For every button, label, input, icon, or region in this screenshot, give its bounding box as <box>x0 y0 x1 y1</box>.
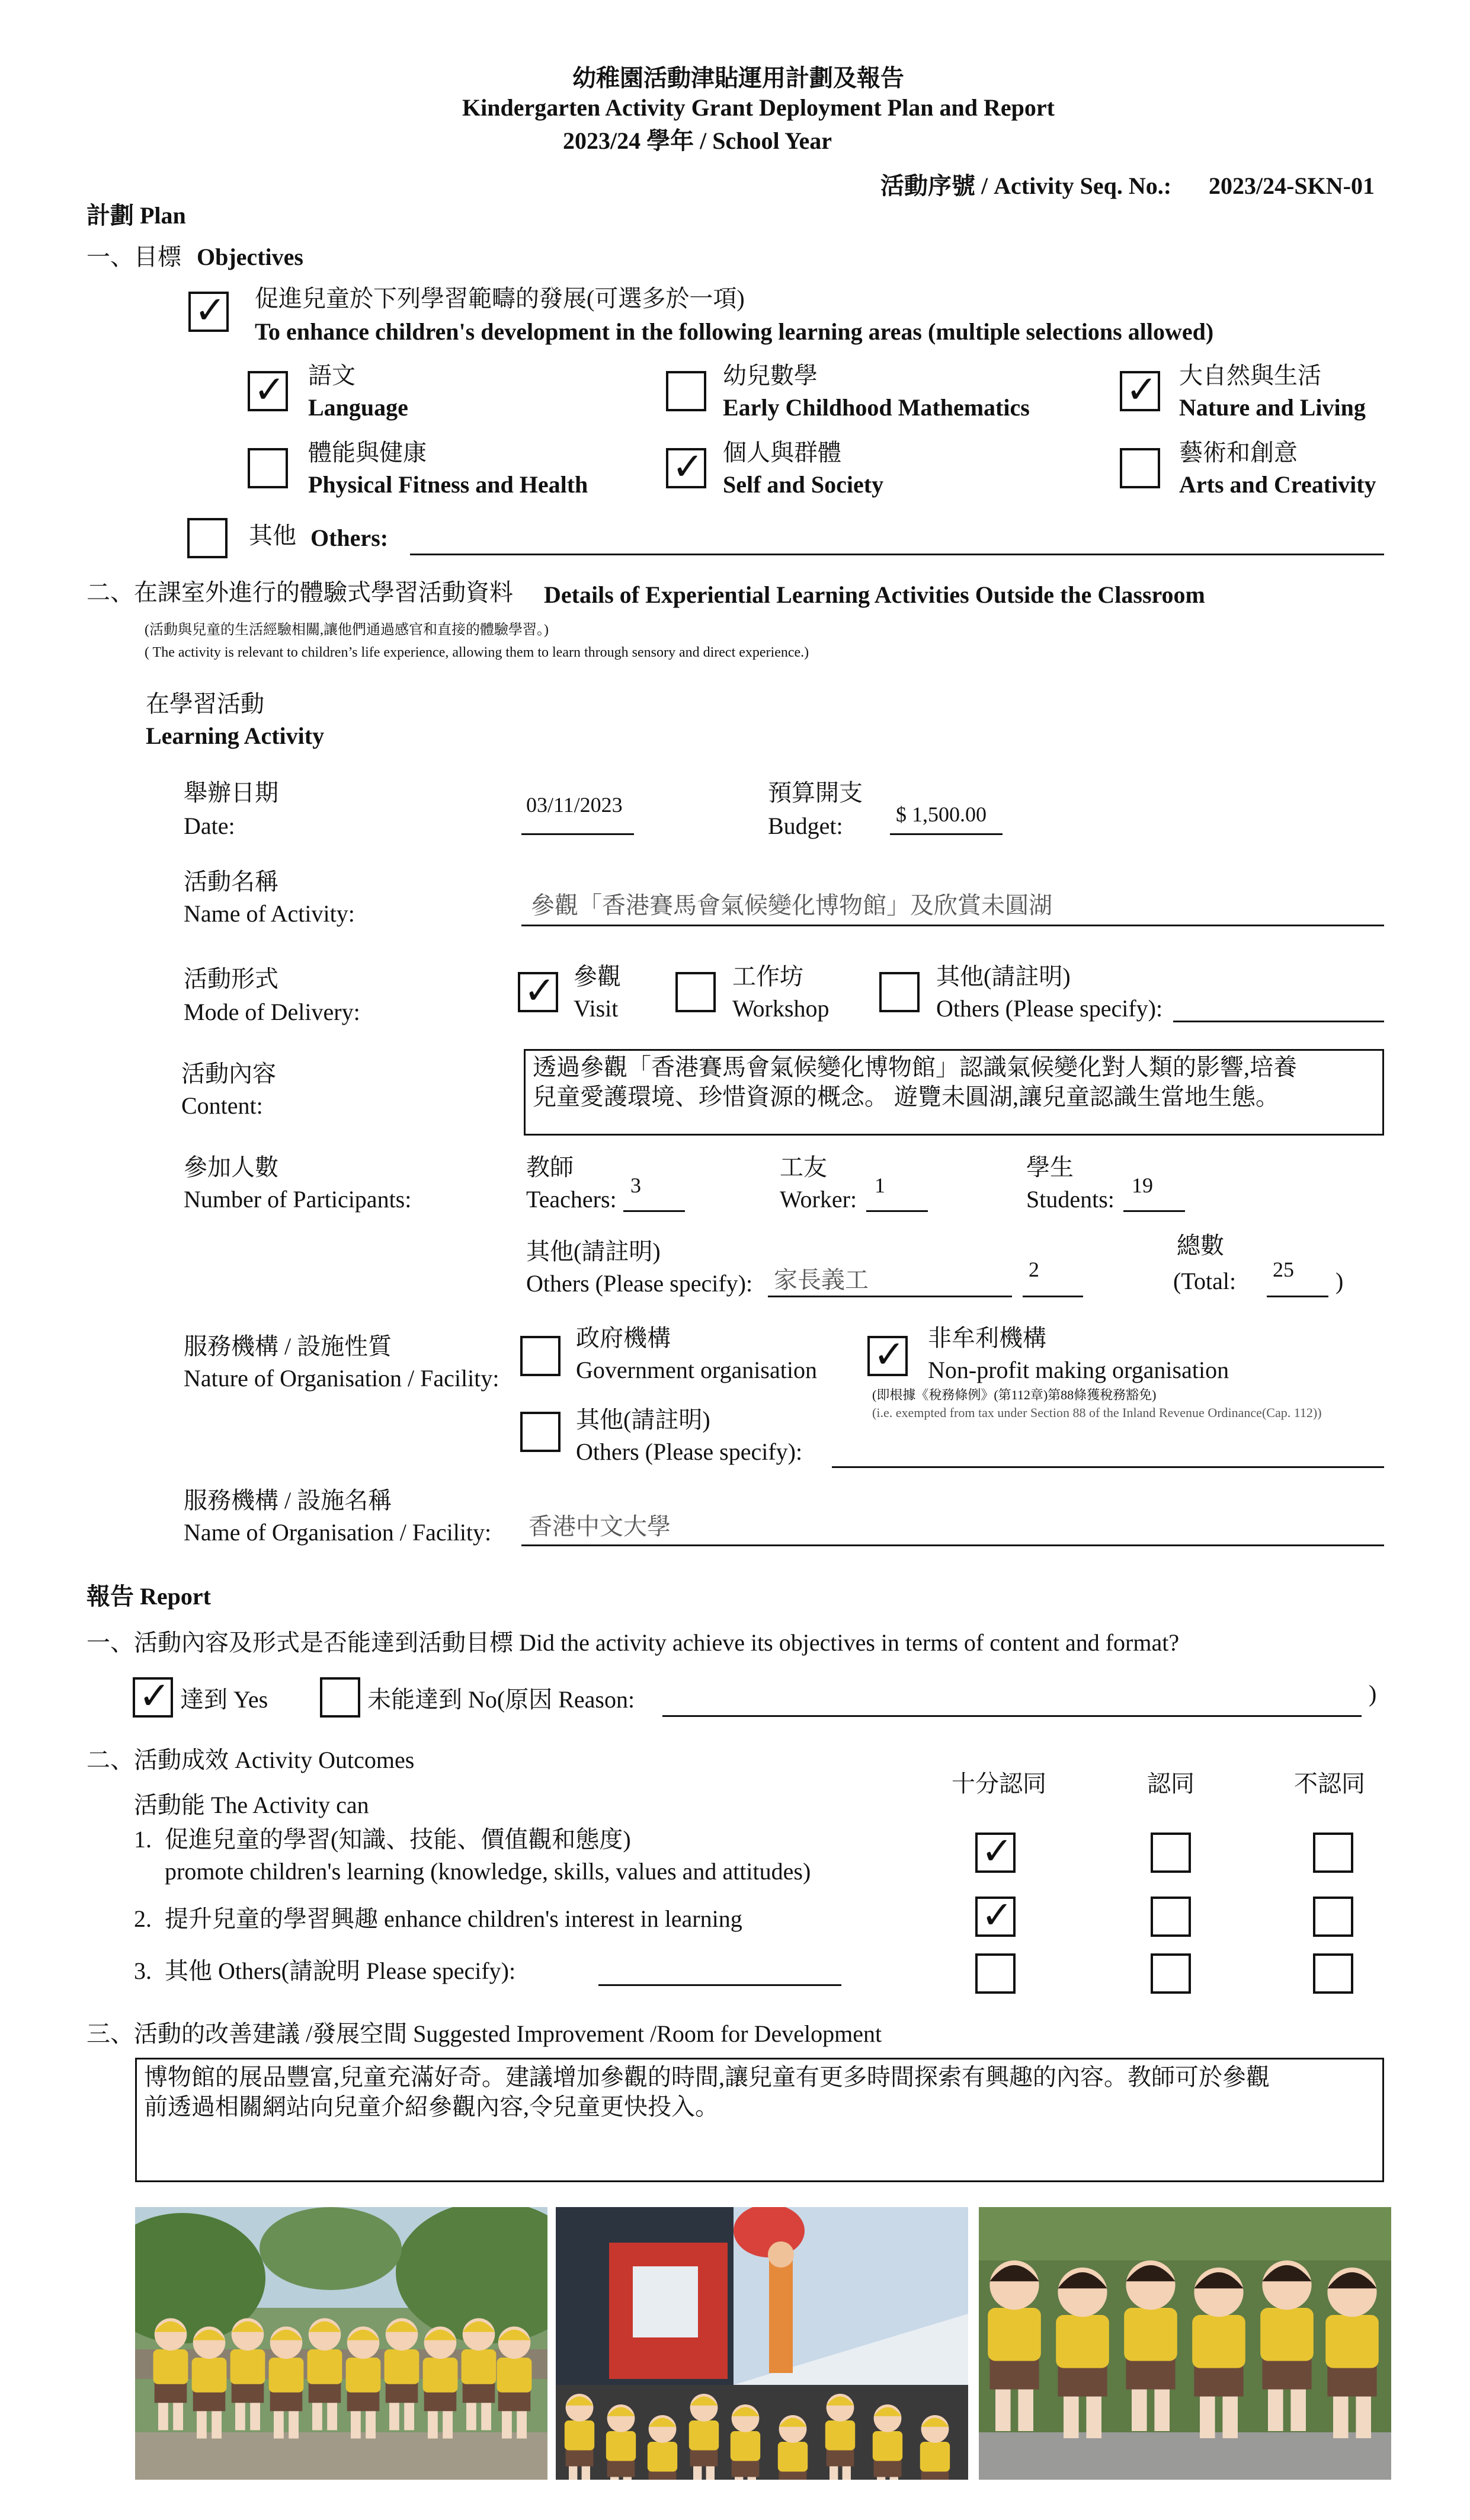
improvement-heading: 三、活動的改善建議 /發展空間 Suggested Improvement /Room for Development <box>87 2020 882 2047</box>
report-heading: 報告 Report <box>87 1583 211 1610</box>
activity-name-label-en: Name of Activity: <box>184 900 355 927</box>
photo-museum-visit <box>556 2207 968 2480</box>
npo-note-en: (i.e. exempted from tax under Section 88 of the Inland Revenue Ordinance(Cap. 112)) <box>872 1405 1322 1420</box>
area-society-checkbox[interactable] <box>666 445 706 489</box>
others-participants-label-en: Others (Please specify): <box>526 1270 753 1297</box>
details-note-zh: (活動與兒童的生活經驗相關,讓他們通過感官和直接的體驗學習。) <box>145 622 549 638</box>
date-label-zh: 舉辦日期 <box>184 779 278 806</box>
photo-children-outdoor <box>135 2207 547 2480</box>
mode-others-checkbox[interactable] <box>879 972 920 1012</box>
area-fitness-checkbox[interactable] <box>248 448 288 488</box>
improvement-line-1: 博物館的展品豐富,兒童充滿好奇。建議增加參觀的時間,讓兒童有更多時間探索有興趣的內容。教師可於參觀 <box>144 2064 1270 2090</box>
area-nature-checkbox[interactable] <box>1120 368 1160 412</box>
others-participants-value[interactable]: 家長義工 <box>774 1267 869 1293</box>
teachers-value[interactable]: 3 <box>630 1173 641 1197</box>
mode-label-zh: 活動形式 <box>184 965 278 992</box>
teachers-underline <box>623 1210 685 1212</box>
nature-others-en: Others (Please specify): <box>576 1438 803 1465</box>
others-participants-count[interactable]: 2 <box>1029 1258 1039 1281</box>
budget-label-zh: 預算開支 <box>768 779 863 806</box>
nature-others-checkbox[interactable] <box>520 1412 561 1452</box>
area-society-zh: 個人與群體 <box>723 439 841 466</box>
outcome-1-agree-checkbox[interactable] <box>1151 1833 1191 1873</box>
outcome-1-zh: 促進兒童的學習(知識、技能、價值觀和態度) <box>165 1826 631 1853</box>
reason-line[interactable] <box>662 1715 1362 1717</box>
outcome-1-en: promote children's learning (knowledge, skills, values and attitudes) <box>165 1858 811 1885</box>
col-strongly-agree: 十分認同 <box>952 1770 1046 1797</box>
students-underline <box>1123 1210 1185 1212</box>
total-close-paren: ) <box>1336 1268 1344 1294</box>
details-note-en: ( The activity is relevant to children’s life experience, allowing them to learn through sensory and direct experience.) <box>145 645 809 660</box>
achieved-yes-checkbox[interactable] <box>133 1674 173 1718</box>
date-label-en: Date: <box>184 813 235 839</box>
content-line-1: 透過參觀「香港賽馬會氣候變化博物館」認識氣候變化對人類的影響,培養 <box>533 1054 1297 1080</box>
checkmark-icon: ✓ <box>981 1830 1013 1873</box>
participants-label-en: Number of Participants: <box>184 1186 412 1213</box>
worker-label-en: Worker: <box>780 1186 857 1213</box>
activity-can-label: 活動能 The Activity can <box>134 1792 369 1818</box>
outcome-3-agree-checkbox[interactable] <box>1151 1953 1191 1994</box>
activity-seq-label: 活動序號 / Activity Seq. No.: <box>880 172 1172 199</box>
mode-workshop-zh: 工作坊 <box>732 963 803 990</box>
objective-others-checkbox[interactable] <box>187 518 228 558</box>
photo-children-seated <box>979 2207 1391 2480</box>
reason-close-paren: ) <box>1369 1680 1377 1707</box>
nature-label-en: Nature of Organisation / Facility: <box>184 1365 499 1392</box>
outcome-3-num: 3. <box>134 1958 152 1984</box>
mode-visit-checkbox[interactable] <box>518 969 558 1013</box>
date-underline <box>521 833 634 835</box>
npo-checkbox[interactable] <box>867 1333 908 1377</box>
area-math-en: Early Childhood Mathematics <box>723 394 1030 421</box>
checkmark-icon: ✓ <box>981 1894 1013 1937</box>
worker-label-zh: 工友 <box>780 1154 827 1181</box>
outcome-2-agree-checkbox[interactable] <box>1151 1897 1191 1937</box>
nature-others-zh: 其他(請註明) <box>576 1406 710 1433</box>
mode-visit-zh: 參觀 <box>574 963 621 990</box>
mode-label-en: Mode of Delivery: <box>184 999 360 1025</box>
teachers-label-en: Teachers: <box>526 1186 617 1213</box>
outcome-3-text: 其他 Others(請說明 Please specify): <box>165 1958 516 1984</box>
org-name-label-en: Name of Organisation / Facility: <box>184 1519 492 1546</box>
mode-workshop-en: Workshop <box>732 995 830 1022</box>
area-language-zh: 語文 <box>308 362 356 389</box>
budget-label-en: Budget: <box>768 813 843 839</box>
improvement-box[interactable] <box>135 2058 1384 2182</box>
plan-heading: 計劃 Plan <box>87 202 186 229</box>
checkmark-icon: ✓ <box>194 289 226 332</box>
activity-name-value[interactable]: 參觀「香港賽馬會氣候變化博物館」及欣賞未圓湖 <box>531 892 1052 919</box>
content-label-en: Content: <box>181 1092 263 1119</box>
participants-label-zh: 參加人數 <box>184 1154 278 1181</box>
form-title-zh: 幼稚園活動津貼運用計劃及報告 <box>572 65 904 92</box>
objective-achieved-question: 一、活動內容及形式是否能達到活動目標 Did the activity achieve its objectives in terms of content and format? <box>87 1629 1180 1656</box>
achieved-no-label: 未能達到 No(原因 Reason: <box>367 1686 635 1713</box>
achieved-no-checkbox[interactable] <box>320 1677 360 1718</box>
content-line-2: 兒童愛護環境、珍惜資源的概念。 遊覽未圓湖,讓兒童認識生當地生態。 <box>533 1083 1279 1110</box>
checkmark-icon: ✓ <box>139 1674 171 1718</box>
checkmark-icon: ✓ <box>254 368 286 412</box>
content-box[interactable] <box>524 1049 1384 1136</box>
enhance-checkbox[interactable] <box>188 289 229 332</box>
budget-value[interactable]: $ 1,500.00 <box>896 802 987 826</box>
learning-activity-en: Learning Activity <box>146 722 325 749</box>
teachers-label-zh: 教師 <box>526 1154 574 1181</box>
npo-zh: 非牟利機構 <box>928 1325 1046 1351</box>
area-math-checkbox[interactable] <box>666 371 706 411</box>
col-disagree: 不認同 <box>1294 1770 1365 1797</box>
worker-value[interactable]: 1 <box>875 1173 885 1197</box>
objectives-heading-en: Objectives <box>197 244 303 270</box>
checkmark-icon: ✓ <box>672 445 704 489</box>
org-name-value[interactable]: 香港中文大學 <box>529 1513 671 1540</box>
form-title-en: Kindergarten Activity Grant Deployment Plan and Report <box>462 94 1055 121</box>
mode-others-zh: 其他(請註明) <box>936 963 1071 990</box>
improvement-line-2: 前透過相關網站向兒童介紹參觀內容,令兒童更快投入。 <box>144 2093 719 2120</box>
area-math-zh: 幼兒數學 <box>723 362 818 389</box>
mode-others-line[interactable] <box>1173 1021 1384 1022</box>
gov-org-checkbox[interactable] <box>520 1336 561 1376</box>
activity-name-underline <box>521 925 1384 926</box>
gov-org-zh: 政府機構 <box>576 1325 671 1351</box>
students-label-zh: 學生 <box>1026 1154 1074 1181</box>
area-nature-zh: 大自然與生活 <box>1179 362 1321 389</box>
objective-others-line[interactable] <box>410 554 1384 555</box>
learning-activity-zh: 在學習活動 <box>146 690 264 717</box>
total-value[interactable]: 25 <box>1273 1258 1294 1281</box>
nature-label-zh: 服務機構 / 設施性質 <box>184 1333 392 1360</box>
mode-others-en: Others (Please specify): <box>936 995 1163 1022</box>
activity-name-label-zh: 活動名稱 <box>184 868 278 895</box>
objective-others-zh: 其他 <box>249 522 296 549</box>
outcome-3-disagree-checkbox[interactable] <box>1313 1953 1353 1994</box>
gov-org-en: Government organisation <box>576 1357 817 1383</box>
outcome-2-num: 2. <box>134 1905 152 1932</box>
outcome-2-disagree-checkbox[interactable] <box>1313 1897 1353 1937</box>
checkmark-icon: ✓ <box>873 1333 905 1377</box>
outcome-3-specify-line[interactable] <box>598 1984 841 1986</box>
area-language-checkbox[interactable] <box>248 368 288 412</box>
area-nature-en: Nature and Living <box>1179 394 1366 421</box>
activity-seq-value: 2023/24-SKN-01 <box>1209 172 1375 199</box>
area-arts-zh: 藝術和創意 <box>1179 439 1298 466</box>
total-label-en: (Total: <box>1173 1268 1237 1294</box>
area-arts-en: Arts and Creativity <box>1179 471 1376 498</box>
area-language-en: Language <box>308 394 408 421</box>
col-agree: 認同 <box>1147 1770 1194 1797</box>
students-value[interactable]: 19 <box>1132 1173 1153 1197</box>
outcome-1-strongly-agree-checkbox[interactable] <box>975 1830 1016 1873</box>
others-participants-label-zh: 其他(請註明) <box>526 1238 661 1265</box>
nature-others-line[interactable] <box>832 1466 1384 1468</box>
area-fitness-zh: 體能與健康 <box>308 439 427 466</box>
objectives-heading-zh: 一、目標 <box>87 244 181 270</box>
area-fitness-en: Physical Fitness and Health <box>308 471 588 498</box>
details-heading-zh: 二、在課室外進行的體驗式學習活動資料 <box>87 579 513 606</box>
objective-others-en: Others: <box>310 525 389 551</box>
others-participants-underline <box>768 1296 1012 1297</box>
org-name-underline <box>521 1544 1384 1546</box>
achieved-yes-label: 達到 Yes <box>180 1686 268 1713</box>
org-name-label-zh: 服務機構 / 設施名稱 <box>184 1487 392 1514</box>
total-underline <box>1267 1296 1328 1297</box>
npo-en: Non-profit making organisation <box>928 1357 1229 1383</box>
worker-underline <box>866 1210 928 1212</box>
mode-workshop-checkbox[interactable] <box>675 972 716 1012</box>
checkmark-icon: ✓ <box>1126 368 1158 412</box>
npo-note-zh: (即根據《稅務條例》(第112章)第88條獲稅務豁免) <box>872 1387 1157 1402</box>
outcomes-heading: 二、活動成效 Activity Outcomes <box>87 1747 415 1773</box>
enhance-label-zh: 促進兒童於下列學習範疇的發展(可選多於一項) <box>255 285 745 312</box>
content-label-zh: 活動內容 <box>181 1060 276 1087</box>
others-count-underline <box>1023 1296 1083 1297</box>
outcome-2-text: 提升兒童的學習興趣 enhance children's interest in learning <box>165 1905 742 1932</box>
school-year: 2023/24 學年 / School Year <box>563 127 832 154</box>
area-arts-checkbox[interactable] <box>1120 448 1160 488</box>
budget-underline <box>890 833 1003 835</box>
students-label-en: Students: <box>1026 1186 1114 1213</box>
outcome-1-disagree-checkbox[interactable] <box>1313 1833 1353 1873</box>
checkmark-icon: ✓ <box>524 969 556 1013</box>
date-value[interactable]: 03/11/2023 <box>526 793 623 817</box>
outcome-2-strongly-agree-checkbox[interactable] <box>975 1894 1016 1937</box>
total-label-zh: 總數 <box>1177 1232 1224 1259</box>
outcome-3-strongly-agree-checkbox[interactable] <box>975 1953 1016 1994</box>
mode-visit-en: Visit <box>574 995 619 1022</box>
area-society-en: Self and Society <box>723 471 884 498</box>
details-heading-en: Details of Experiential Learning Activities Outside the Classroom <box>544 581 1205 608</box>
enhance-label-en: To enhance children's development in the following learning areas (multiple selections allowed) <box>255 318 1214 345</box>
outcome-1-num: 1. <box>134 1826 152 1853</box>
